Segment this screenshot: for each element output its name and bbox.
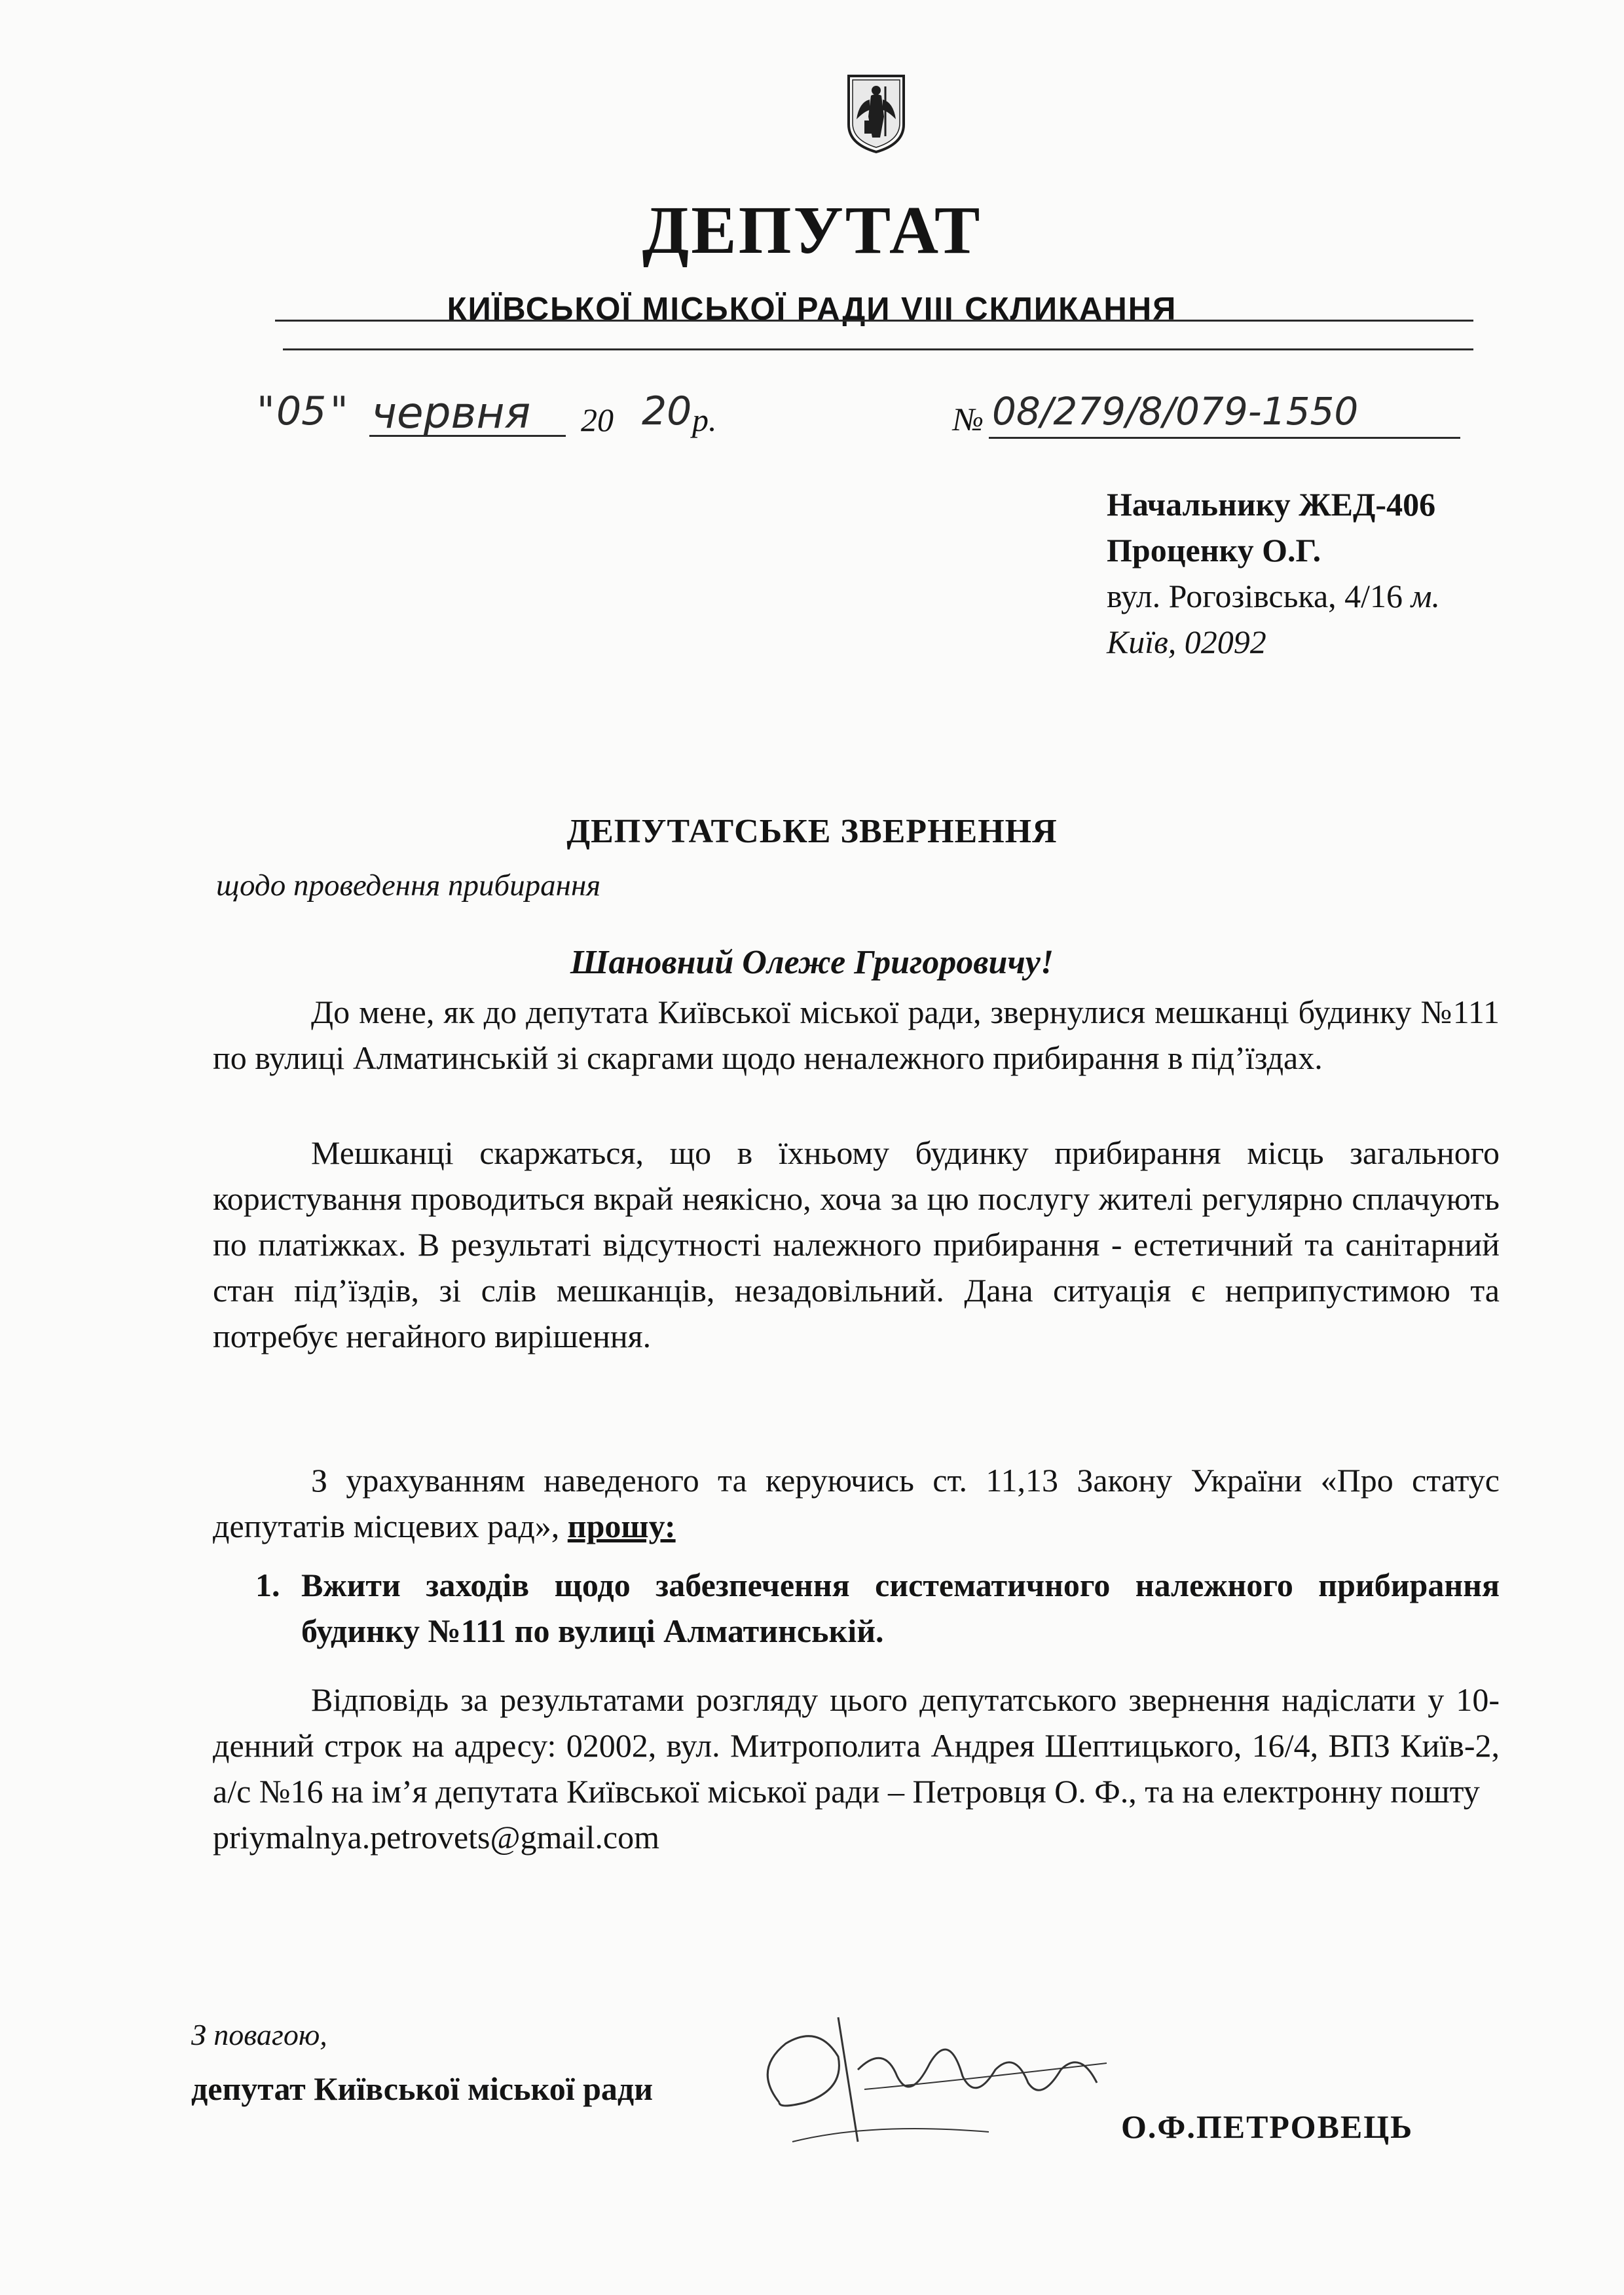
salutation: Шановний Олеже Григоровичу!: [570, 944, 1054, 981]
addressee-position: Начальнику ЖЕД-406: [1107, 486, 1436, 523]
request-number: 1.: [255, 1567, 280, 1603]
date-open-quote: ": [257, 388, 275, 434]
header-rule-bottom: [283, 348, 1473, 350]
date-year-mark: р.: [692, 401, 717, 438]
letterhead-subtitle: КИЇВСЬКОЇ МІСЬКОЇ РАДИ VIII СКЛИКАННЯ: [447, 291, 1177, 327]
paragraph-1: [213, 989, 1500, 1081]
addressee-city: Київ, 02092: [1107, 624, 1266, 660]
paragraph-3: [213, 1457, 1500, 1549]
request-word: прошу:: [567, 1508, 676, 1544]
document-heading: ДЕПУТАТСЬКЕ ЗВЕРНЕННЯ: [566, 813, 1058, 850]
reply-paragraph-text: Відповідь за результатами розгляду цього депутатського звернення надіслати у 10-денний строк на адресу: 02002, вул. Митрополита Андрея Шептицького, 16/4, ВПЗ Київ-2, а/с №16 на ім’я депутата Київської міської ради – Петровця О. Ф., та на електронну пошту: [213, 1681, 1500, 1810]
closing-phrase: З повагою,: [191, 2018, 327, 2051]
addressee-city-abbrev: м.: [1411, 578, 1440, 614]
paragraph-2-text: Мешканці скаржаться, що в їхньому будинку прибирання місць загального користування проводиться вкрай неякісно, хоча за цю послугу жителі регулярно сплачують по платіжках. В результаті відсутності належного прибирання - естетичний та санітарний стан під’їздів, зі слів мешканців, незадовільний. Дана ситуація є неприпустимою та потребує негайного вирішення.: [213, 1134, 1500, 1354]
letterhead-title: ДЕПУТАТ: [642, 193, 982, 268]
handwritten-signature: [740, 1991, 1133, 2161]
addressee-name: Проценку О.Г.: [1107, 532, 1321, 569]
kyiv-coat-of-arms-icon: [846, 73, 906, 155]
date-month: червня: [371, 388, 531, 438]
addressee-street-text: вул. Рогозівська, 4/16: [1107, 578, 1403, 614]
date-year-suffix: 20: [642, 388, 692, 434]
date-close-quote: ": [330, 388, 348, 434]
paragraph-2: [213, 1130, 1500, 1359]
header-rule-top: [275, 320, 1473, 322]
date-month-underline: [369, 435, 566, 437]
addressee-street: [1107, 573, 1513, 619]
reg-number-value: 08/279/8/079-1550: [992, 389, 1359, 434]
contact-email: priymalnya.petrovets@gmail.com: [213, 1819, 659, 1856]
paragraph-1-text: До мене, як до депутата Київської міської ради, звернулися мешканці будинку №111 по вулиці Алматинській зі скаргами щодо неналежного прибирання в під’їздах.: [213, 994, 1500, 1076]
paragraph-3-text: З урахуванням наведеного та керуючись ст. 11,13 Закону України «Про статус депутатів місцевих рад»,: [213, 1462, 1500, 1544]
reg-number-underline: [989, 437, 1460, 439]
document-regarding: щодо проведення прибирання: [216, 868, 601, 903]
signer-position: депутат Київської міської ради: [191, 2070, 654, 2107]
reply-paragraph: [213, 1677, 1500, 1860]
date-year-prefix: 20: [581, 401, 614, 438]
reg-number-prefix: №: [953, 401, 984, 438]
addressee-block: [1107, 481, 1513, 665]
signer-name: О.Ф.ПЕТРОВЕЦЬ: [1121, 2108, 1414, 2145]
paragraph-3-wrapper: [213, 1457, 1500, 1549]
date-day: 05: [276, 388, 327, 434]
request-item: [255, 1562, 1500, 1654]
request-text: Вжити заходів щодо забезпечення систематичного належного прибирання будинку №111 по вулиці Алматинській.: [301, 1567, 1500, 1649]
